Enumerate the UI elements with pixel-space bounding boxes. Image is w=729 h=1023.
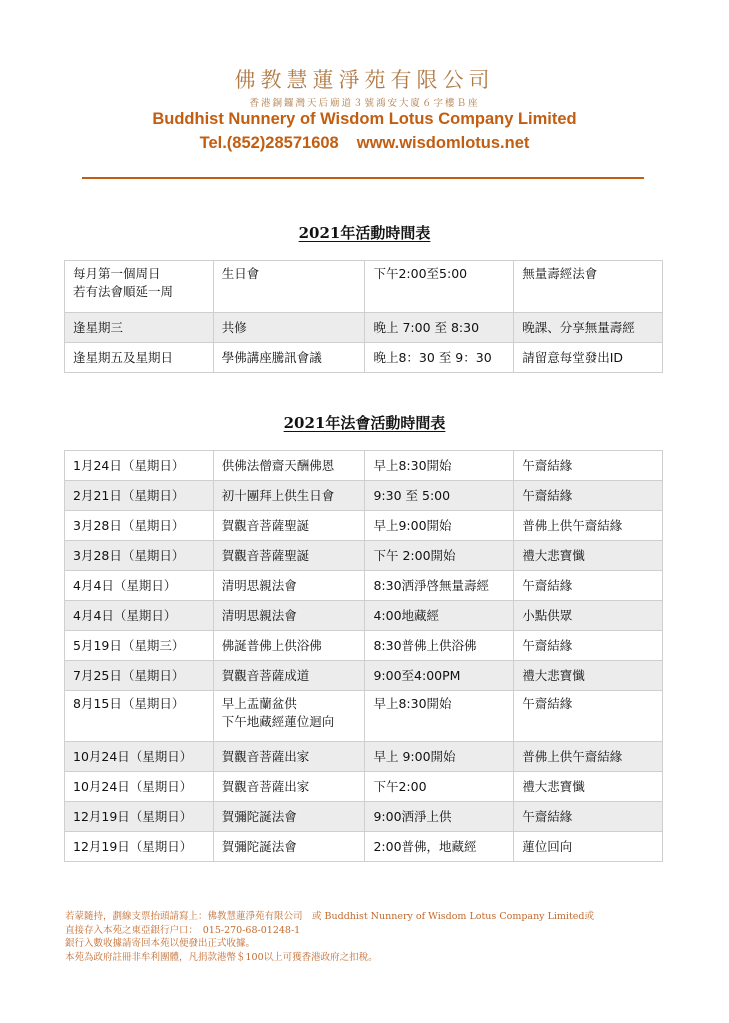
note-cell: 午齋結緣	[514, 451, 663, 481]
table-row	[65, 451, 663, 481]
table-row	[65, 631, 663, 661]
header-divider	[82, 177, 644, 179]
time-cell: 9:30 至 5:00	[365, 481, 514, 511]
event-cell	[213, 631, 365, 661]
date-cell: 3月28日（星期日）	[65, 511, 214, 541]
note-cell: 請留意每堂發出ID	[514, 343, 663, 373]
donation-notice-line: 本苑為政府註冊非牟利團體，凡捐款港幣＄100以上可獲香港政府之扣稅。	[65, 951, 378, 963]
date-cell: 4月4日（星期日）	[65, 601, 214, 631]
note-cell: 禮大悲寶懺	[514, 661, 663, 691]
table-row	[65, 261, 663, 313]
event-cell	[213, 802, 365, 832]
event-cell-line: 賀彌陀誕法會	[221, 808, 297, 824]
table-row	[65, 313, 663, 343]
time-cell: 晚上 7:00 至 8:30	[365, 313, 514, 343]
event-cell-line: 賀彌陀誕法會	[221, 838, 297, 854]
day-cell-line: 逢星期五及星期日	[73, 349, 174, 365]
event-cell-line: 下午地藏經蓮位迴向	[221, 714, 335, 729]
time-cell: 早上8:30開始	[365, 451, 514, 481]
donation-notice-line: 直接存入本苑之東亞銀行户口： 015-270-68-01248-1	[65, 924, 301, 936]
event-cell-line: 賀觀音菩薩聖誕	[221, 547, 310, 563]
table-row	[65, 511, 663, 541]
event-cell: 學佛講座騰訊會議	[213, 343, 365, 373]
event-cell	[213, 541, 365, 571]
date-cell: 4月4日（星期日）	[65, 571, 214, 601]
donation-notice-line: 若蒙隨持，劃線支票抬頭請寫上：佛教慧蓮淨苑有限公司 或 Buddhist Nunnery of Wisdom Lotus Company Limited或	[65, 911, 594, 922]
date-cell: 10月24日（星期日）	[65, 772, 214, 802]
time-cell: 早上 9:00開始	[365, 742, 514, 772]
org-name-chinese: 佛教慧蓮淨苑有限公司	[234, 68, 495, 92]
event-cell	[213, 601, 365, 631]
table-row	[65, 541, 663, 571]
event-cell-line: 清明思親法會	[221, 607, 297, 623]
day-cell	[65, 261, 214, 313]
time-cell: 4:00地藏經	[365, 601, 514, 631]
note-cell: 小點供眾	[514, 601, 663, 631]
time-cell: 早上8:30開始	[365, 691, 514, 742]
day-cell-line: 若有法會順延一周	[73, 284, 174, 299]
note-cell: 普佛上供午齋結緣	[514, 742, 663, 772]
event-cell-line: 賀觀音菩薩成道	[221, 667, 310, 683]
org-website-link[interactable]: www.wisdomlotus.net	[356, 134, 530, 152]
event-cell: 共修	[213, 313, 365, 343]
note-cell: 蓮位回向	[514, 832, 663, 862]
time-cell: 8:30洒淨啓無量壽經	[365, 571, 514, 601]
activities-title: 2021年活動時間表	[298, 224, 431, 242]
table-row	[65, 742, 663, 772]
day-cell-line: 每月第一個周日	[73, 266, 161, 281]
org-telephone: Tel.(852)28571608	[199, 134, 339, 152]
event-cell-line: 清明思親法會	[221, 577, 297, 593]
event-cell	[213, 691, 365, 742]
donation-notice-line: 銀行入數收據請寄回本苑以便發出正式收據。	[65, 938, 256, 949]
note-cell: 午齋結緣	[514, 571, 663, 601]
day-cell	[65, 343, 214, 373]
time-cell: 9:00洒淨上供	[365, 802, 514, 832]
table-row	[65, 481, 663, 511]
event-cell-line: 早上盂蘭盆供	[221, 696, 297, 711]
note-cell: 午齋結緣	[514, 691, 663, 742]
note-cell: 午齋結緣	[514, 631, 663, 661]
event-cell: 生日會	[213, 261, 365, 313]
date-cell: 1月24日（星期日）	[65, 451, 214, 481]
date-cell: 2月21日（星期日）	[65, 481, 214, 511]
note-cell: 禮大悲寶懺	[514, 541, 663, 571]
event-cell-line: 初十團拜上供生日會	[221, 487, 335, 503]
note-cell: 無量壽經法會	[514, 261, 663, 313]
table-row	[65, 772, 663, 802]
note-cell: 禮大悲寶懺	[514, 772, 663, 802]
date-cell: 12月19日（星期日）	[65, 832, 214, 862]
event-cell-line: 供佛法僧齋天酬佛恩	[221, 457, 335, 473]
note-cell: 午齋結緣	[514, 802, 663, 832]
table-row	[65, 601, 663, 631]
org-name-english: Buddhist Nunnery of Wisdom Lotus Company Limited	[152, 110, 577, 128]
table-row	[65, 571, 663, 601]
donation-notice	[65, 910, 685, 964]
date-cell: 12月19日（星期日）	[65, 802, 214, 832]
event-cell	[213, 451, 365, 481]
event-cell	[213, 571, 365, 601]
date-cell: 10月24日（星期日）	[65, 742, 214, 772]
table-row	[65, 832, 663, 862]
ceremonies-title: 2021年法會活動時間表	[283, 414, 446, 432]
org-address: 香港銅鑼灣天后廟道３號鴻安大廈６字樓Ｂ座	[249, 98, 480, 109]
org-contact	[0, 134, 729, 153]
event-cell	[213, 661, 365, 691]
note-cell: 晚課、分享無量壽經	[514, 313, 663, 343]
event-cell-line: 佛誕普佛上供浴佛	[221, 637, 322, 653]
time-cell: 2:00普佛，地藏經	[365, 832, 514, 862]
time-cell: 下午2:00	[365, 772, 514, 802]
day-cell	[65, 313, 214, 343]
time-cell: 9:00至4:00PM	[365, 661, 514, 691]
day-cell-line: 逢星期三	[73, 319, 124, 335]
table-row	[65, 343, 663, 373]
note-cell: 午齋結緣	[514, 481, 663, 511]
event-cell	[213, 772, 365, 802]
time-cell: 下午2:00至5:00	[365, 261, 514, 313]
event-cell-line: 賀觀音菩薩聖誕	[221, 517, 310, 533]
event-cell	[213, 832, 365, 862]
date-cell: 3月28日（星期日）	[65, 541, 214, 571]
time-cell: 8:30普佛上供浴佛	[365, 631, 514, 661]
date-cell: 5月19日（星期三）	[65, 631, 214, 661]
time-cell: 早上9:00開始	[365, 511, 514, 541]
event-cell-line: 賀觀音菩薩出家	[221, 778, 310, 794]
date-cell: 7月25日（星期日）	[65, 661, 214, 691]
note-cell: 普佛上供午齋結緣	[514, 511, 663, 541]
ceremonies-table	[64, 450, 663, 862]
date-cell: 8月15日（星期日）	[65, 691, 214, 742]
time-cell: 下午 2:00開始	[365, 541, 514, 571]
event-cell	[213, 742, 365, 772]
event-cell	[213, 511, 365, 541]
table-row	[65, 661, 663, 691]
event-cell-line: 賀觀音菩薩出家	[221, 748, 310, 764]
time-cell: 晚上8：30 至 9：30	[365, 343, 514, 373]
event-cell	[213, 481, 365, 511]
table-row	[65, 802, 663, 832]
table-row	[65, 691, 663, 742]
activities-table	[64, 260, 663, 373]
